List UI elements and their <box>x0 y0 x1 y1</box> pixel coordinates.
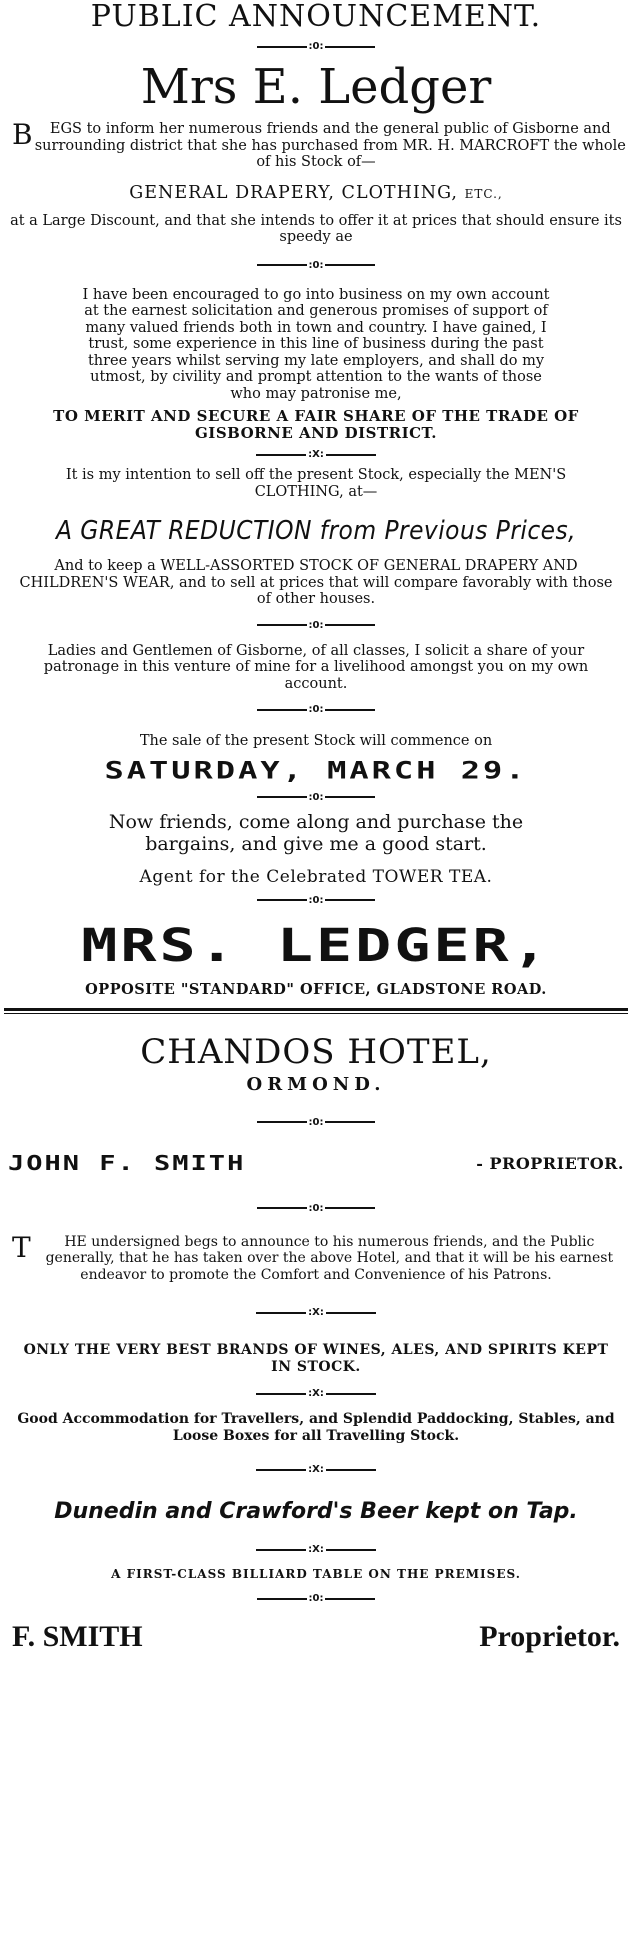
ad2-proprietor: - PROPRIETOR. <box>476 1153 624 1173</box>
divider: :X: <box>4 449 628 460</box>
ad1-reduction: A GREAT REDUCTION from Previous Prices, <box>55 516 577 546</box>
ad2-hotel-name: CHANDOS HOTEL, <box>140 1031 492 1072</box>
divider: :0: <box>4 260 628 271</box>
ad1-friends: Now friends, come along and purchase the bargains, and give me a good start. <box>108 810 524 855</box>
ad2-place: ORMOND. <box>246 1073 386 1095</box>
drop-cap: B <box>12 118 33 151</box>
divider: :0: <box>4 704 628 715</box>
ad2-footer-title: Proprietor. <box>479 1620 620 1653</box>
ad1-assorted: And to keep a WELL-ASSORTED STOCK OF GENERAL DRAPERY AND CHILDREN'S WEAR, and to sell at prices that will compare favorably with those of other houses. <box>19 558 613 607</box>
divider: :0: <box>4 1203 628 1214</box>
ad2-accommodation: Good Accommodation for Travellers, and Splendid Paddocking, Stables, and Loose Boxes for all Travelling Stock. <box>17 1411 615 1444</box>
divider: :0: <box>4 620 628 631</box>
column-separator <box>4 1008 628 1014</box>
ad1-intention: It is my intention to sell off the present Stock, especially the MEN'S CLOTHING, at— <box>65 467 567 500</box>
ad1-discount: at a Large Discount, and that she intends to offer it at prices that should ensure its speedy ae <box>10 212 622 245</box>
divider: :0: <box>4 1593 628 1604</box>
ad2-beer: Dunedin and Crawford's Beer kept on Tap. <box>54 1499 578 1524</box>
ad2-brands: ONLY THE VERY BEST BRANDS OF WINES, ALES, AND SPIRITS KEPT IN STOCK. <box>23 1342 609 1375</box>
ad1-sale-line: The sale of the present Stock will commence on <box>139 733 493 749</box>
divider: :X: <box>4 1464 628 1475</box>
ad1-agent: Agent for the Celebrated TOWER TEA. <box>139 866 493 887</box>
ad1-address: OPPOSITE "STANDARD" OFFICE, GLADSTONE ROAD. <box>85 980 547 998</box>
ad1-name: Mrs E. Ledger <box>140 59 492 115</box>
divider: :0: <box>4 41 628 52</box>
ad1-merit: TO MERIT AND SECURE A FAIR SHARE OF THE TRADE OF GISBORNE AND DISTRICT. <box>53 407 579 442</box>
divider: :X: <box>4 1307 628 1318</box>
ad1-para2: I have been encouraged to go into business on my own account at the earnest solicitation and generous promises of support of many valued friends both in town and country. I have gained, I trust, some experience in this line of business during the past three years whilst serving my late employers, and shall do my utmost, by civility and prompt attention to the wants of those who may patronise me, <box>82 286 550 402</box>
divider: :X: <box>4 1544 628 1555</box>
ad1-intro: B EGS to inform her numerous friends and the general public of Gisborne and surrounding district that she has purchased from MR. H. MARCROFT the whole of his Stock of— <box>12 118 626 170</box>
ad2-billiard: A FIRST-CLASS BILLIARD TABLE ON THE PREMISES. <box>111 1567 521 1581</box>
ad1-mrs-ledger: MRS. LEDGER, <box>81 919 551 972</box>
ad1-saturday: SATURDAY, MARCH 29. <box>104 755 528 784</box>
ad1-title: PUBLIC ANNOUNCEMENT. <box>90 0 542 34</box>
ad2-footer <box>4 1620 628 1654</box>
divider: :X: <box>4 1388 628 1399</box>
ad2-footer-name: F. SMITH <box>12 1620 143 1653</box>
ad2-intro: T HE undersigned begs to announce to his numerous friends, and the Public generally, that he has taken over the above Hotel, and that it will be his earnest endeavor to promote the Comfort and Convenience of his Patrons. <box>12 1230 614 1283</box>
drop-cap: T <box>12 1230 31 1264</box>
divider: :0: <box>4 792 628 803</box>
ad2-owner: JOHN F. SMITH <box>8 1151 246 1175</box>
ad1-stock-line: GENERAL DRAPERY, CLOTHING, ETC., <box>129 182 503 203</box>
ad1-ladies: Ladies and Gentlemen of Gisborne, of all classes, I solicit a share of your patronage in this venture of mine for a livelihood amongst you on my own account. <box>43 642 589 692</box>
divider: :0: <box>4 895 628 906</box>
divider: :0: <box>4 1117 628 1128</box>
ad2-owner-row <box>4 1148 628 1179</box>
